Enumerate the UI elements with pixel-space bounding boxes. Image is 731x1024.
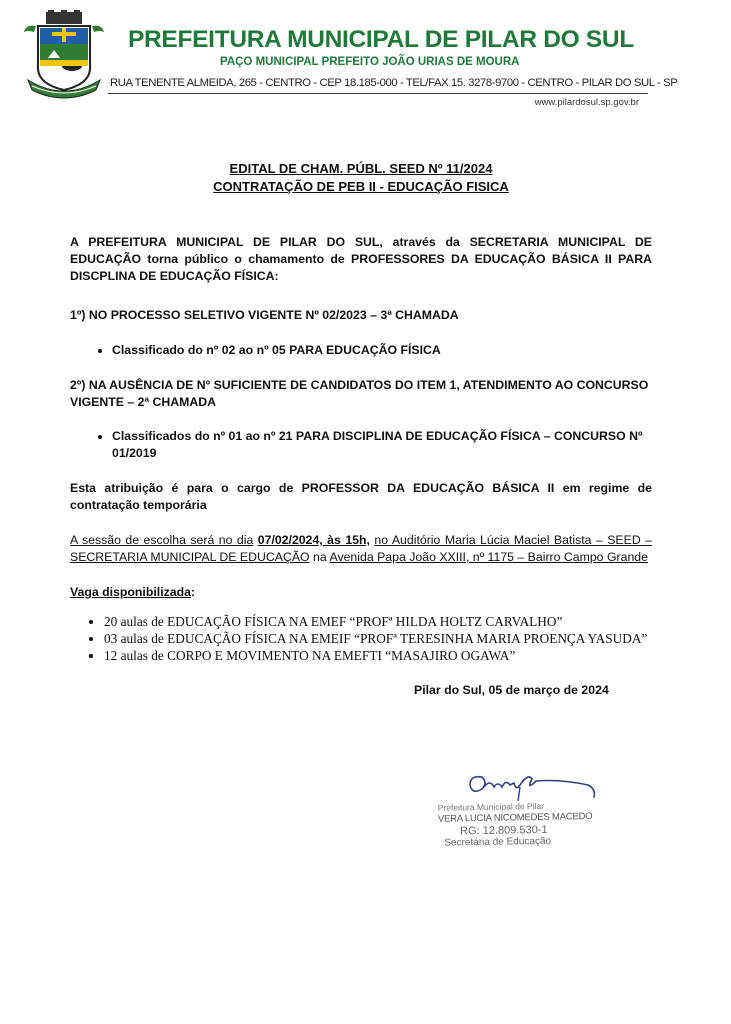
document-body	[70, 160, 652, 699]
list-item: • 12 aulas de CORPO E MOVIMENTO NA EMEFTI “MASAJIRO OGAWA”	[104, 647, 652, 664]
session-date: 07/02/2024, às 15h,	[257, 533, 370, 547]
list-item: • Classificado do nº 02 ao nº 05 PARA EDUCAÇÃO FÍSICA	[112, 342, 652, 359]
list-item: • 03 aulas de EDUCAÇÃO FÍSICA NA EMEIF “PROFª TERESINHA MARIA PROENÇA YASUDA”	[104, 630, 652, 647]
notice-subtitle: CONTRATAÇÃO DE PEB II - EDUCAÇÃO FISICA	[213, 179, 509, 194]
attribution-paragraph	[70, 480, 652, 514]
city-hall-address: RUA TENENTE ALMEIDA, 265 - CENTRO - CEP 18.185-000 - TEL/FAX 15. 3278-9700 - CENTRO - PILAR DO SUL - SP	[110, 77, 678, 89]
place-and-date: Pilar do Sul, 05 de março de 2024	[414, 683, 609, 697]
header-divider	[108, 93, 648, 94]
city-hall-subtitle: PAÇO MUNICIPAL PREFEITO JOÃO URIAS DE MOURA	[220, 56, 520, 68]
signature-stamp	[438, 798, 639, 849]
item2-heading: 2º) NA AUSÊNCIA DE Nº SUFICIENTE DE CANDIDATOS DO ITEM 1, ATENDIMENTO AO CONCURSO VIGENTE – 2ª CHAMADA	[70, 378, 649, 409]
stamp-role: Secretária de Educação	[444, 835, 552, 849]
vacancy-heading-colon: :	[190, 585, 196, 599]
vacancy-heading	[70, 584, 652, 601]
attribution-role: Esta atribuição é para o cargo de PROFESSOR DA EDUCAÇÃO BÁSICA II	[70, 481, 555, 495]
list-item: • Classificados do nº 01 ao nº 21 PARA DISCIPLINA DE EDUCAÇÃO FÍSICA – CONCURSO Nº 01/2019	[112, 428, 652, 462]
vacancy-list	[70, 613, 652, 664]
stamp-id: RG: 12.809.530-1	[460, 823, 548, 838]
session-connector: na	[313, 550, 327, 564]
website-link[interactable]: www.pilardosul.sp.gov.br	[534, 97, 639, 108]
stamp-name: VERA LUCIA NICOMEDES MACEDO	[437, 811, 593, 825]
session-intro: A sessão de escolha será no dia	[70, 533, 254, 547]
attribution-regime: em regime de contratação temporária	[70, 481, 652, 512]
session-venue: no Auditório Maria Lúcia Maciel Batista – SEED – SECRETARIA MUNICIPAL DE EDUCAÇÃO	[70, 533, 653, 564]
session-paragraph	[70, 532, 652, 566]
letterhead	[0, 0, 731, 115]
item1-heading: 1º) NO PROCESSO SELETIVO VIGENTE Nº 02/2023 – 3ª CHAMADA	[70, 308, 459, 322]
intro-paragraph: A PREFEITURA MUNICIPAL DE PILAR DO SUL, através da SECRETARIA MUNICIPAL DE EDUCAÇÃO torna público o chamamento de PROFESSORES DA EDUCAÇÃO BÁSICA II PARA DISCPLINA DE EDUCAÇÃO FÍSICA:	[70, 235, 652, 283]
stamp-institution: Prefeitura Municipal de Pilar	[437, 800, 545, 813]
notice-title: EDITAL DE CHAM. PÚBL. SEED Nº 11/2024	[229, 161, 493, 176]
vacancy-heading-text: Vaga disponibilizada	[70, 585, 191, 599]
list-item: • 20 aulas de EDUCAÇÃO FÍSICA NA EMEF “PROFª HILDA HOLTZ CARVALHO”	[104, 613, 652, 630]
city-hall-title: PREFEITURA MUNICIPAL DE PILAR DO SUL	[128, 26, 634, 53]
session-address: Avenida Papa João XXIII, nº 1175 – Bairro Campo Grande	[329, 550, 648, 564]
municipal-coat-of-arms-icon	[22, 10, 106, 100]
item2-list	[70, 428, 652, 462]
item1-list	[70, 342, 652, 359]
